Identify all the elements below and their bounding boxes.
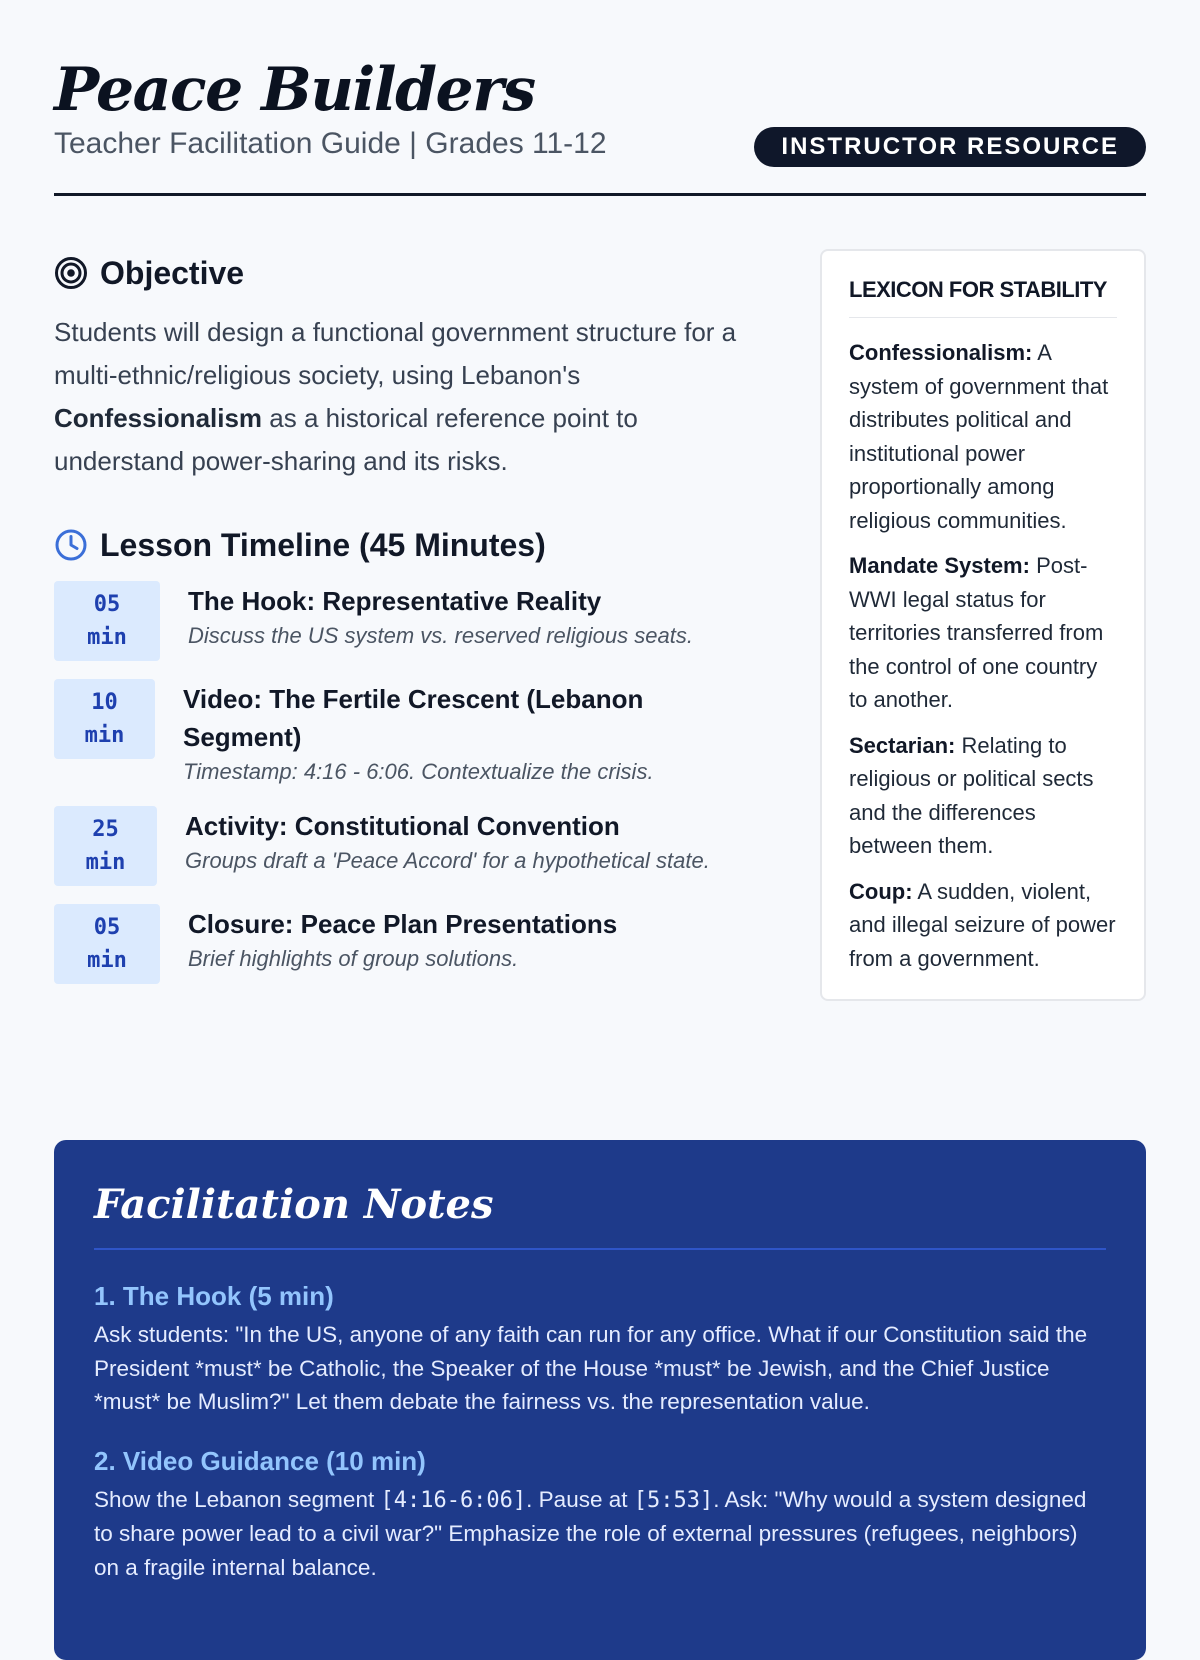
lexicon-definition: Relating to religious or political sects and the differences between them. [849,732,1094,858]
left-column [54,253,774,984]
clock-icon [54,528,88,562]
timeline-item-body [185,806,745,877]
main-content [54,196,1146,1086]
timeline-item [54,904,774,984]
lexicon-definition: A sudden, violent, and illegal seizure of power from a government. [849,878,1116,971]
timestamp-code: [5:53] [633,1487,714,1513]
duration-badge [54,679,155,759]
lexicon-definition: Post-WWI legal status for territories transferred from the control of one country to another. [849,553,1104,712]
timeline-item-title: Activity: Constitutional Convention [185,811,620,841]
lexicon-term: Confessionalism: [849,340,1033,365]
duration-unit: min [84,723,125,748]
note-text-part: Show the Lebanon segment [94,1486,381,1512]
note-text-part: . Pause at [526,1486,634,1512]
timeline-item-body [188,904,617,975]
duration-value: 05 [93,915,121,940]
lexicon-heading: LEXICON FOR STABILITY [849,277,1117,318]
lexicon-definition: A system of government that distributes political and institutional power proportionally among religious communities. [849,340,1109,533]
timestamp-code: [4:16-6:06] [380,1487,527,1513]
timeline-item-body [188,581,693,652]
timeline-item-desc: Groups draft a 'Peace Accord' for a hypothetical state. [185,848,710,873]
timeline-item-desc: Brief highlights of group solutions. [188,946,519,971]
objective-header [54,253,774,293]
header [54,0,1146,196]
duration-unit: min [85,850,126,875]
note-heading: 1. The Hook (5 min) [94,1281,334,1311]
lexicon-entry [849,336,1117,537]
objective-heading: Objective [100,255,245,291]
timeline-item [54,581,774,661]
timeline-list [54,581,774,984]
notes-title: Facilitation Notes [94,1180,1106,1250]
timeline-item [54,679,774,788]
timeline-heading: Lesson Timeline (45 Minutes) [100,527,546,563]
lexicon-entry [849,549,1117,717]
lexicon-term: Sectarian: [849,732,956,758]
lexicon-term: Mandate System: [849,553,1030,578]
timeline-item-title: Video: The Fertile Crescent (Lebanon Segment) [183,684,644,752]
objective-bold-term: Confessionalism [54,403,263,433]
lexicon-term: Coup: [849,878,913,904]
objective-text-part: as a historical reference point to understand power-sharing and its risks. [54,403,638,476]
note-text: Ask students: "In the US, anyone of any faith can run for any office. What if our Constitution said the President *must* be Catholic, the Speaker of the House *must* be Jewish, and the Chief Justice *must* be Muslim?" Let them debate the fairness vs. the representation value. [94,1322,1088,1414]
page-title: Peace Builders [54,55,535,125]
duration-value: 05 [93,592,121,617]
timeline-item-desc: Timestamp: 4:16 - 6:06. Contextualize the crisis. [183,759,654,784]
instructor-badge: INSTRUCTOR RESOURCE [754,127,1146,167]
page-subtitle: Teacher Facilitation Guide | Grades 11-12 [54,127,607,160]
lexicon-panel [820,249,1146,1001]
duration-badge [54,904,160,984]
lexicon-entry [849,875,1117,976]
timeline-item-desc: Discuss the US system vs. reserved religious seats. [188,623,693,648]
duration-unit: min [87,625,127,650]
note-heading: 2. Video Guidance (10 min) [94,1445,426,1476]
duration-unit: min [87,948,127,973]
timeline-header [54,525,774,565]
note-text [94,1483,1106,1585]
timeline-item-title: The Hook: Representative Reality [188,586,602,616]
duration-value: 10 [91,690,118,715]
timeline-item-title: Closure: Peace Plan Presentations [188,909,618,939]
target-icon [54,256,88,290]
note-text-part: . Ask: "Why would a system designed to share power lead to a civil war?" Emphasize the role of external pressures (refugees, neighbors) on a fragile internal balance. [94,1486,1087,1580]
duration-badge [54,806,157,886]
objective-text-part: Students will design a functional government structure for a multi-ethnic/religious society, using Lebanon's [54,317,737,390]
objective-text [54,311,774,483]
facilitation-notes [54,1140,1146,1660]
timeline-item [54,806,774,886]
duration-badge [54,581,160,661]
timeline-item-body [183,679,693,788]
lexicon-entry [849,729,1117,863]
duration-value: 25 [92,817,119,842]
